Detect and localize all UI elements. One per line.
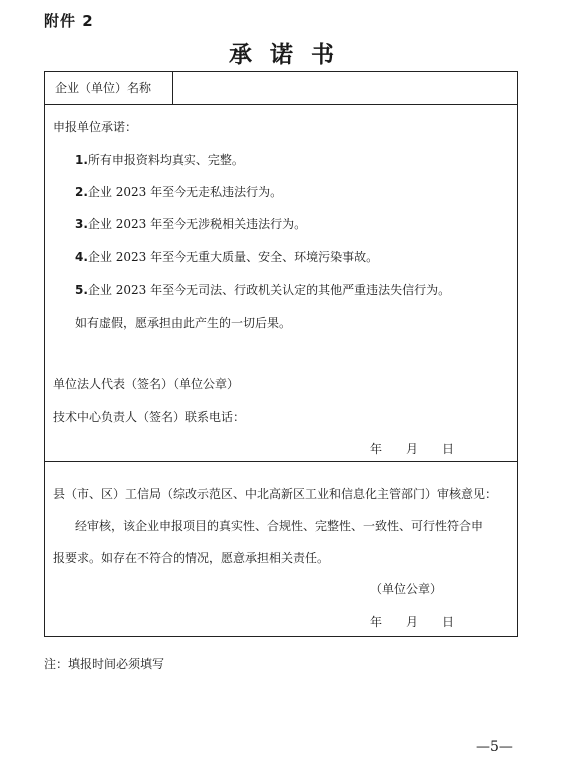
commitment-item-number: 2.: [75, 185, 88, 199]
commitment-item-number: 1.: [75, 153, 88, 167]
company-name-field[interactable]: [173, 72, 517, 104]
attachment-label: 附件 2: [44, 12, 94, 30]
commitment-item-number: 4.: [75, 250, 88, 264]
commitment-item: [75, 184, 282, 200]
commitment-item-number: 5.: [75, 283, 88, 297]
commitment-item-text: 企业 2023 年至今无涉税相关违法行为。: [87, 217, 307, 231]
commitment-item-number: 3.: [75, 217, 88, 231]
section-divider: [45, 461, 517, 462]
review-seal: （单位公章）: [370, 582, 443, 596]
tech-center-lead-line: 技术中心负责人（签名）联系电话：: [53, 410, 246, 424]
review-date: 年 月 日: [370, 615, 455, 629]
commitment-item: [75, 282, 450, 298]
review-text-line-2: 报要求。如存在不符合的情况，愿意承担相关责任。: [53, 551, 330, 565]
review-heading: 县（市、区）工信局（综改示范区、中北高新区工业和信息化主管部门）审核意见：: [53, 487, 498, 501]
commitment-item-text: 所有申报资料均真实、完整。: [87, 153, 244, 167]
document-title: 承诺书: [229, 41, 352, 68]
page-number: —5—: [476, 739, 513, 755]
commitment-item: [75, 216, 306, 232]
company-name-row: [45, 72, 517, 105]
commitment-date: 年 月 日: [370, 442, 455, 456]
commitment-heading: 申报单位承诺：: [53, 120, 138, 134]
false-statement-clause: 如有虚假，愿承担由此产生的一切后果。: [75, 316, 292, 330]
commitment-form: [44, 71, 518, 637]
commitment-item: [75, 249, 378, 265]
commitment-item: [75, 152, 244, 168]
company-name-label: 企业（单位）名称: [45, 72, 173, 104]
commitment-item-text: 企业 2023 年至今无重大质量、安全、环境污染事故。: [87, 250, 379, 264]
commitment-item-text: 企业 2023 年至今无司法、行政机关认定的其他严重违法失信行为。: [87, 283, 451, 297]
review-text-line-1: 经审核，该企业申报项目的真实性、合规性、完整性、一致性、可行性符合申: [75, 519, 484, 533]
commitment-item-text: 企业 2023 年至今无走私违法行为。: [87, 185, 283, 199]
legal-representative-line: 单位法人代表（签名）（单位公章）: [53, 377, 240, 391]
footnote: 注：填报时间必须填写: [44, 657, 165, 671]
